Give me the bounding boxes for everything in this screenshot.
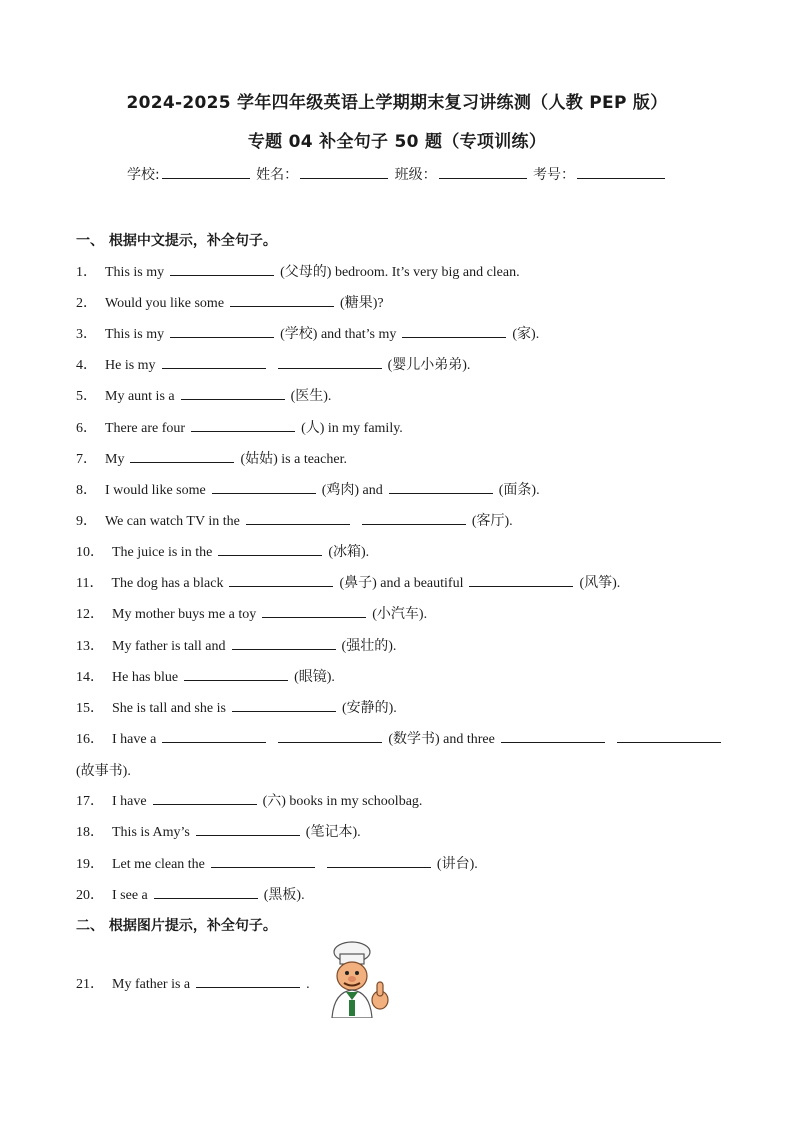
answer-blank[interactable] xyxy=(130,449,234,463)
section-2-heading: 二、 根据图片提示，补全句子。 xyxy=(76,918,277,934)
student-info-row xyxy=(0,164,794,184)
answer-blank[interactable] xyxy=(218,542,322,556)
question-text: The juice is in the xyxy=(112,545,213,560)
question-number: 7． xyxy=(76,452,97,467)
question-text: I see a xyxy=(112,888,148,903)
name-field[interactable] xyxy=(300,166,388,179)
question-text: The dog has a black xyxy=(111,576,224,591)
answer-blank[interactable] xyxy=(278,729,382,743)
question-text: This is my xyxy=(105,265,165,280)
question-text: (鸡肉) and xyxy=(321,483,383,498)
answer-blank[interactable] xyxy=(389,480,493,494)
answer-blank[interactable] xyxy=(153,791,257,805)
question-text: My xyxy=(105,452,125,467)
question-text: (强壮的). xyxy=(341,639,397,654)
question-text: This is Amy’s xyxy=(112,825,190,840)
question-text: . xyxy=(306,977,310,992)
question-text: (笔记本). xyxy=(305,825,361,840)
question-text: I have a xyxy=(112,732,157,747)
question-text: My aunt is a xyxy=(105,389,175,404)
question-2 xyxy=(76,293,384,313)
answer-blank[interactable] xyxy=(170,324,274,338)
question-text: (安静的). xyxy=(341,701,397,716)
question-text: (医生). xyxy=(290,389,332,404)
answer-blank[interactable] xyxy=(246,511,350,525)
question-text: (眼镜). xyxy=(294,670,335,685)
question-17 xyxy=(76,791,422,811)
question-5 xyxy=(76,386,331,406)
question-number: 13． xyxy=(76,639,104,654)
question-16-continuation: (故事书). xyxy=(76,764,131,779)
question-number: 3． xyxy=(76,327,97,342)
question-6 xyxy=(76,418,403,438)
question-9 xyxy=(76,511,513,531)
question-text: I would like some xyxy=(105,483,206,498)
answer-blank[interactable] xyxy=(230,293,334,307)
exam-number-field[interactable] xyxy=(577,166,665,179)
question-11 xyxy=(76,573,620,593)
question-20 xyxy=(76,885,305,905)
question-text: (六) books in my schoolbag. xyxy=(262,794,423,809)
exam-number-label: 考号： xyxy=(533,167,576,183)
question-text: My father is a xyxy=(112,977,191,992)
question-text: This is my xyxy=(105,327,165,342)
chef-thumbs-up-icon xyxy=(322,940,396,1018)
question-number: 21． xyxy=(76,977,104,992)
answer-blank[interactable] xyxy=(501,729,605,743)
question-text: My mother buys me a toy xyxy=(112,607,257,622)
class-label: 班级： xyxy=(394,167,437,183)
question-text: There are four xyxy=(105,421,186,436)
section-1-heading: 一、 根据中文提示，补全句子。 xyxy=(76,233,277,249)
question-number: 15． xyxy=(76,701,104,716)
question-number: 8． xyxy=(76,483,97,498)
question-text: (父母的) bedroom. It’s very big and clean. xyxy=(280,265,520,280)
question-text: (鼻子) and a beautiful xyxy=(339,576,464,591)
question-13 xyxy=(76,636,396,656)
question-14 xyxy=(76,667,335,687)
page-title: 2024-2025 学年四年级英语上学期期末复习讲练测（人教 PEP 版） xyxy=(126,93,668,113)
answer-blank[interactable] xyxy=(232,698,336,712)
question-text: (冰箱). xyxy=(328,545,370,560)
question-10 xyxy=(76,542,369,562)
question-text: We can watch TV in the xyxy=(105,514,240,529)
question-text: (黑板). xyxy=(263,888,305,903)
question-7 xyxy=(76,449,347,469)
answer-blank[interactable] xyxy=(278,355,382,369)
answer-blank[interactable] xyxy=(184,667,288,681)
question-text: (小汽车). xyxy=(372,607,428,622)
answer-blank[interactable] xyxy=(162,355,266,369)
question-text: Let me clean the xyxy=(112,857,205,872)
question-text: My father is tall and xyxy=(112,639,226,654)
question-number: 20． xyxy=(76,888,104,903)
answer-blank[interactable] xyxy=(162,729,266,743)
question-1 xyxy=(76,262,520,282)
question-text: Would you like some xyxy=(105,296,225,311)
answer-blank[interactable] xyxy=(170,262,274,276)
answer-blank[interactable] xyxy=(402,324,506,338)
question-8 xyxy=(76,480,540,500)
question-number: 17． xyxy=(76,794,104,809)
question-19 xyxy=(76,854,478,874)
page-subtitle: 专题 04 补全句子 50 题（专项训练） xyxy=(247,132,547,152)
question-3 xyxy=(76,324,539,344)
question-number: 9． xyxy=(76,514,97,529)
answer-blank[interactable] xyxy=(191,418,295,432)
question-15 xyxy=(76,698,397,718)
question-text: (风筝). xyxy=(579,576,621,591)
question-text: She is tall and she is xyxy=(112,701,226,716)
question-16 xyxy=(76,729,727,749)
question-number: 16． xyxy=(76,732,104,747)
question-number: 10． xyxy=(76,545,104,560)
question-text: (家). xyxy=(512,327,540,342)
school-field[interactable] xyxy=(162,166,250,179)
question-number: 11． xyxy=(76,576,104,591)
question-text: I have xyxy=(112,794,147,809)
question-21 xyxy=(76,974,310,994)
answer-blank[interactable] xyxy=(469,573,573,587)
question-text: (学校) and that’s my xyxy=(280,327,397,342)
question-text: (婴儿小弟弟). xyxy=(387,358,471,373)
answer-blank[interactable] xyxy=(212,480,316,494)
question-text: (面条). xyxy=(498,483,540,498)
question-text: (数学书) and three xyxy=(388,732,495,747)
question-number: 5． xyxy=(76,389,97,404)
question-number: 18． xyxy=(76,825,104,840)
question-number: 4． xyxy=(76,358,97,373)
answer-blank[interactable] xyxy=(327,854,431,868)
question-text: (客厅). xyxy=(471,514,513,529)
question-number: 19． xyxy=(76,857,104,872)
question-number: 1． xyxy=(76,265,97,280)
question-12 xyxy=(76,604,427,624)
question-text: (讲台). xyxy=(436,857,478,872)
answer-blank[interactable] xyxy=(196,974,300,988)
question-number: 6． xyxy=(76,421,97,436)
answer-blank[interactable] xyxy=(211,854,315,868)
answer-blank[interactable] xyxy=(362,511,466,525)
question-number: 12． xyxy=(76,607,104,622)
answer-blank[interactable] xyxy=(617,729,721,743)
question-text: He is my xyxy=(105,358,156,373)
question-text: He has blue xyxy=(112,670,179,685)
answer-blank[interactable] xyxy=(232,636,336,650)
question-number: 14． xyxy=(76,670,104,685)
question-text: (糖果)? xyxy=(340,296,384,311)
question-text: (姑姑) is a teacher. xyxy=(240,452,347,467)
question-text: (人) in my family. xyxy=(301,421,403,436)
answer-blank[interactable] xyxy=(229,573,333,587)
class-field[interactable] xyxy=(439,166,527,179)
answer-blank[interactable] xyxy=(154,885,258,899)
question-18 xyxy=(76,822,361,842)
name-label: 姓名： xyxy=(256,167,299,183)
question-number: 2． xyxy=(76,296,97,311)
answer-blank[interactable] xyxy=(196,822,300,836)
answer-blank[interactable] xyxy=(181,386,285,400)
question-4 xyxy=(76,355,470,375)
school-label: 学校: xyxy=(126,167,160,183)
answer-blank[interactable] xyxy=(262,604,366,618)
